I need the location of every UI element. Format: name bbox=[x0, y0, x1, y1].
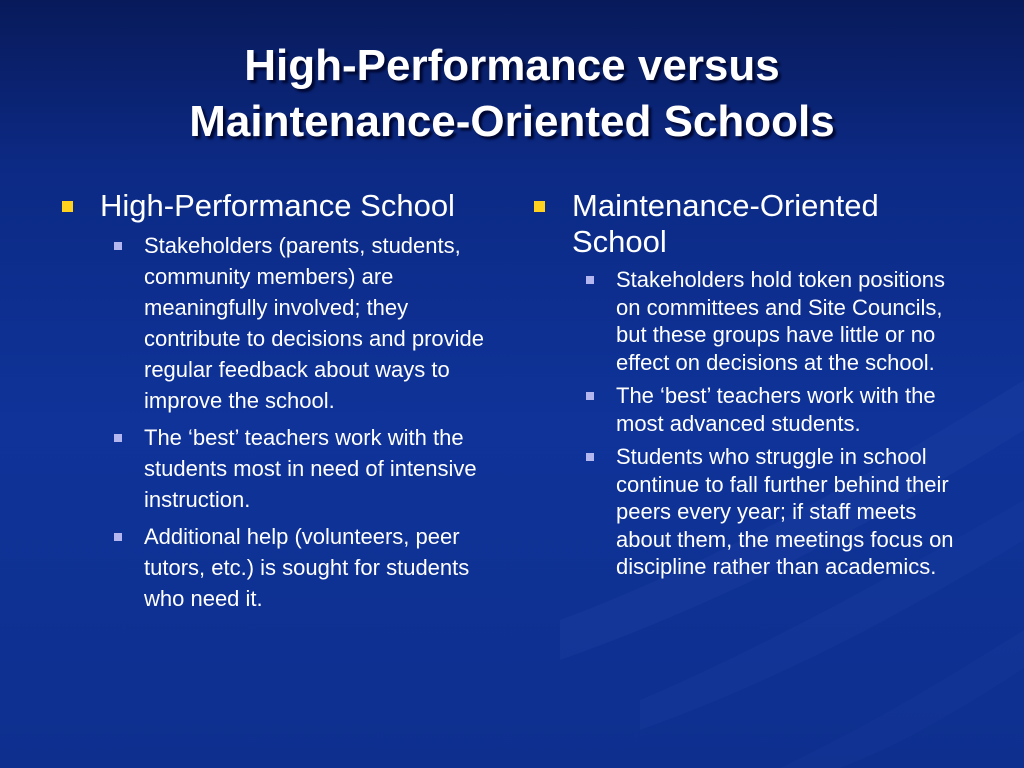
right-column-heading bbox=[534, 188, 974, 260]
list-item-text: Stakeholders (parents, students, community members) are meaningfully involved; they contribute to decisions and provide regular feedback about ways to improve the school. bbox=[144, 233, 484, 413]
left-column bbox=[62, 188, 502, 620]
slide-title-line-2: Maintenance-Oriented Schools bbox=[189, 97, 835, 146]
list-item-text: The ‘best’ teachers work with the most advanced students. bbox=[616, 383, 936, 436]
square-bullet-icon bbox=[114, 242, 122, 250]
list-item bbox=[586, 382, 974, 437]
square-bullet-icon bbox=[586, 453, 594, 461]
left-column-heading bbox=[62, 188, 502, 224]
slide-title bbox=[40, 38, 984, 150]
right-column bbox=[534, 188, 974, 587]
right-column-heading-text: Maintenance-Oriented School bbox=[572, 188, 879, 259]
square-bullet-icon bbox=[534, 201, 545, 212]
list-item bbox=[586, 266, 974, 376]
list-item-text: The ‘best’ teachers work with the students most in need of intensive instruction. bbox=[144, 425, 477, 512]
left-column-bullet-list bbox=[62, 230, 502, 614]
list-item-text: Additional help (volunteers, peer tutors, etc.) is sought for students who need it. bbox=[144, 524, 470, 611]
left-column-heading-text: High-Performance School bbox=[100, 188, 455, 223]
list-item bbox=[114, 422, 502, 515]
square-bullet-icon bbox=[114, 434, 122, 442]
list-item bbox=[586, 443, 974, 581]
list-item bbox=[114, 521, 502, 614]
right-column-bullet-list bbox=[534, 266, 974, 581]
list-item bbox=[114, 230, 502, 416]
slide-title-line-1: High-Performance versus bbox=[244, 41, 780, 90]
square-bullet-icon bbox=[586, 276, 594, 284]
list-item-text: Stakeholders hold token positions on committees and Site Councils, but these groups have little or no effect on decisions at the school. bbox=[616, 267, 945, 375]
list-item-text: Students who struggle in school continue to fall further behind their peers every year; if staff meets about them, the meetings focus on discipline rather than academics. bbox=[616, 444, 954, 579]
square-bullet-icon bbox=[586, 392, 594, 400]
square-bullet-icon bbox=[62, 201, 73, 212]
square-bullet-icon bbox=[114, 533, 122, 541]
